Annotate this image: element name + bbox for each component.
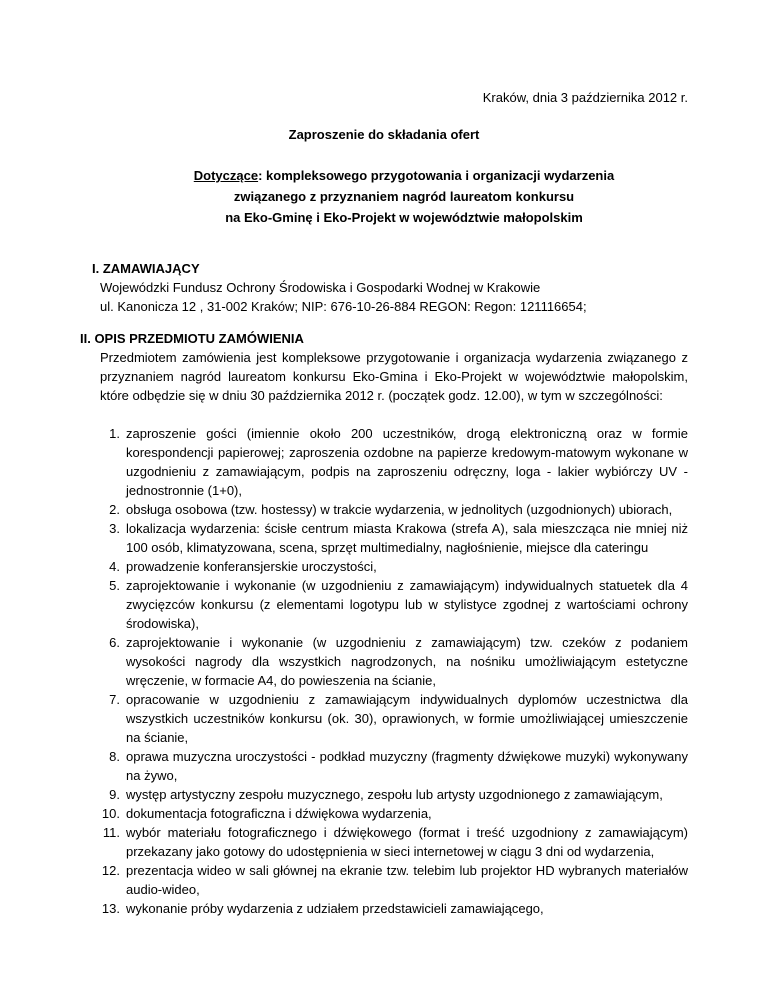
list-item-text: wykonanie próby wydarzenia z udziałem przedstawicieli zamawiającego, bbox=[126, 901, 544, 916]
section-1-body bbox=[100, 278, 587, 316]
list-item-text: oprawa muzyczna uroczystości - podkład muzyczny (fragmenty dźwiękowe muzyki) wykonywany na żywo, bbox=[126, 749, 688, 783]
section-2-intro: Przedmiotem zamówienia jest kompleksowe przygotowanie i organizacja wydarzenia związanego z przyznaniem nagród laureatom konkursu Eko-Gmina i Eko-Projekt w województwie małopolskim, które odbędzie się w dniu 30 października 2012 r. (początek godz. 12.00), w tym w szczególności: bbox=[100, 350, 688, 403]
list-item bbox=[80, 576, 688, 633]
section-1-heading: I. ZAMAWIAJĄCY bbox=[92, 261, 200, 276]
list-item-number: 10. bbox=[101, 806, 120, 821]
list-item-text: lokalizacja wydarzenia: ścisłe centrum miasta Krakowa (strefa A), sala mieszcząca nie mniej niż 100 osób, klimatyzowana, scena, sprzęt multimedialny, nagłośnienie, miejsce dla cateringu bbox=[126, 521, 688, 555]
list-item-number: 3. bbox=[109, 521, 120, 536]
list-item-text: zaprojektowanie i wykonanie (w uzgodnieniu z zamawiającym) indywidualnych statuetek dla 4 zwycięzców konkursu (z elementami logotypu lub w stylistyce zgodnej z wartościami ochrony środowiska), bbox=[126, 578, 688, 631]
list-item bbox=[80, 519, 688, 557]
list-item bbox=[80, 500, 688, 519]
list-item-text: opracowanie w uzgodnieniu z zamawiającym indywidualnych dyplomów uczestnictwa dla wszystkich uczestników konkursu (ok. 30), oprawionych, w formie umożliwiającej umieszczenie na ścianie, bbox=[126, 692, 688, 745]
list-item bbox=[80, 785, 688, 804]
section-2-heading: II. OPIS PRZEDMIOTU ZAMÓWIENIA bbox=[80, 331, 304, 346]
subject-label: Dotyczące bbox=[193, 168, 259, 183]
list-item bbox=[80, 747, 688, 785]
contracting-authority-name: Wojewódzki Fundusz Ochrony Środowiska i Gospodarki Wodnej w Krakowie bbox=[100, 280, 541, 295]
list-item-number: 11. bbox=[102, 825, 120, 840]
list-item-number: 8. bbox=[109, 749, 120, 764]
list-item-text: dokumentacja fotograficzna i dźwiękowa wydarzenia, bbox=[126, 806, 432, 821]
list-item-text: prowadzenie konferansjerskie uroczystości, bbox=[126, 559, 377, 574]
list-item-text: prezentacja wideo w sali głównej na ekranie tzw. telebim lub projektor HD wybranych materiałów audio-wideo, bbox=[126, 863, 688, 897]
list-item-number: 9. bbox=[109, 787, 120, 802]
subject-line-2: związanego z przyznaniem nagród laureatom konkursu bbox=[233, 189, 575, 204]
list-item bbox=[80, 823, 688, 861]
subject-line-1-text: : kompleksowego przygotowania i organizacji wydarzenia bbox=[258, 168, 615, 183]
document-title: Zaproszenie do składania ofert bbox=[288, 127, 480, 142]
date-line: Kraków, dnia 3 października 2012 r. bbox=[482, 90, 688, 105]
list-item bbox=[80, 899, 688, 918]
list-item-text: zaproszenie gości (imiennie około 200 uczestników, drogą elektroniczną oraz w formie korespondencji papierowej; zaproszenia ozdobne na papierze kredowym-matowym wykonane w uzgodnieniu z zamawiającym, podpis na zaproszeniu odręczny, loga - lakier wybiórczy UV - jednostronnie (1+0), bbox=[126, 426, 688, 498]
list-item-number: 13. bbox=[101, 901, 120, 916]
list-item bbox=[80, 804, 688, 823]
list-item bbox=[80, 690, 688, 747]
list-item-text: występ artystyczny zespołu muzycznego, zespołu lub artysty uzgodnionego z zamawiającym, bbox=[126, 787, 663, 802]
list-item bbox=[80, 861, 688, 899]
list-item bbox=[80, 424, 688, 500]
subject-block bbox=[185, 165, 623, 228]
list-item-text: obsługa osobowa (tzw. hostessy) w trakcie wydarzenia, w jednolitych (uzgodnionych) ubiorach, bbox=[126, 502, 673, 517]
list-item-number: 5. bbox=[109, 578, 120, 593]
list-item-number: 1. bbox=[109, 426, 120, 441]
list-item bbox=[80, 557, 688, 576]
subject-line-1 bbox=[185, 165, 623, 186]
list-item-number: 12. bbox=[101, 863, 120, 878]
contracting-authority-address: ul. Kanonicza 12 , 31-002 Kraków; NIP: 676-10-26-884 REGON: Regon: 121116654; bbox=[100, 299, 587, 314]
list-item bbox=[80, 633, 688, 690]
list-item-text: wybór materiału fotograficznego i dźwiękowego (format i treść uzgodniony z zamawiającym) przekazany jako gotowy do udostępnienia w sieci internetowej w ciągu 3 dni od wydarzenia, bbox=[126, 825, 688, 859]
list-item-number: 4. bbox=[109, 559, 120, 574]
list-item-number: 6. bbox=[109, 635, 120, 650]
subject-line-3: na Eko-Gminę i Eko-Projekt w województwie małopolskim bbox=[225, 210, 583, 225]
scope-list bbox=[80, 424, 688, 918]
list-item-text: zaprojektowanie i wykonanie (w uzgodnieniu z zamawiającym) tzw. czeków z podaniem wysokości nagrody dla wszystkich nagrodzonych, na nośniku umożliwiającym estetyczne wręczenie, w formacie A4, do powieszenia na ścianie, bbox=[126, 635, 688, 688]
list-item-number: 2. bbox=[109, 502, 120, 517]
list-item-number: 7. bbox=[109, 692, 120, 707]
